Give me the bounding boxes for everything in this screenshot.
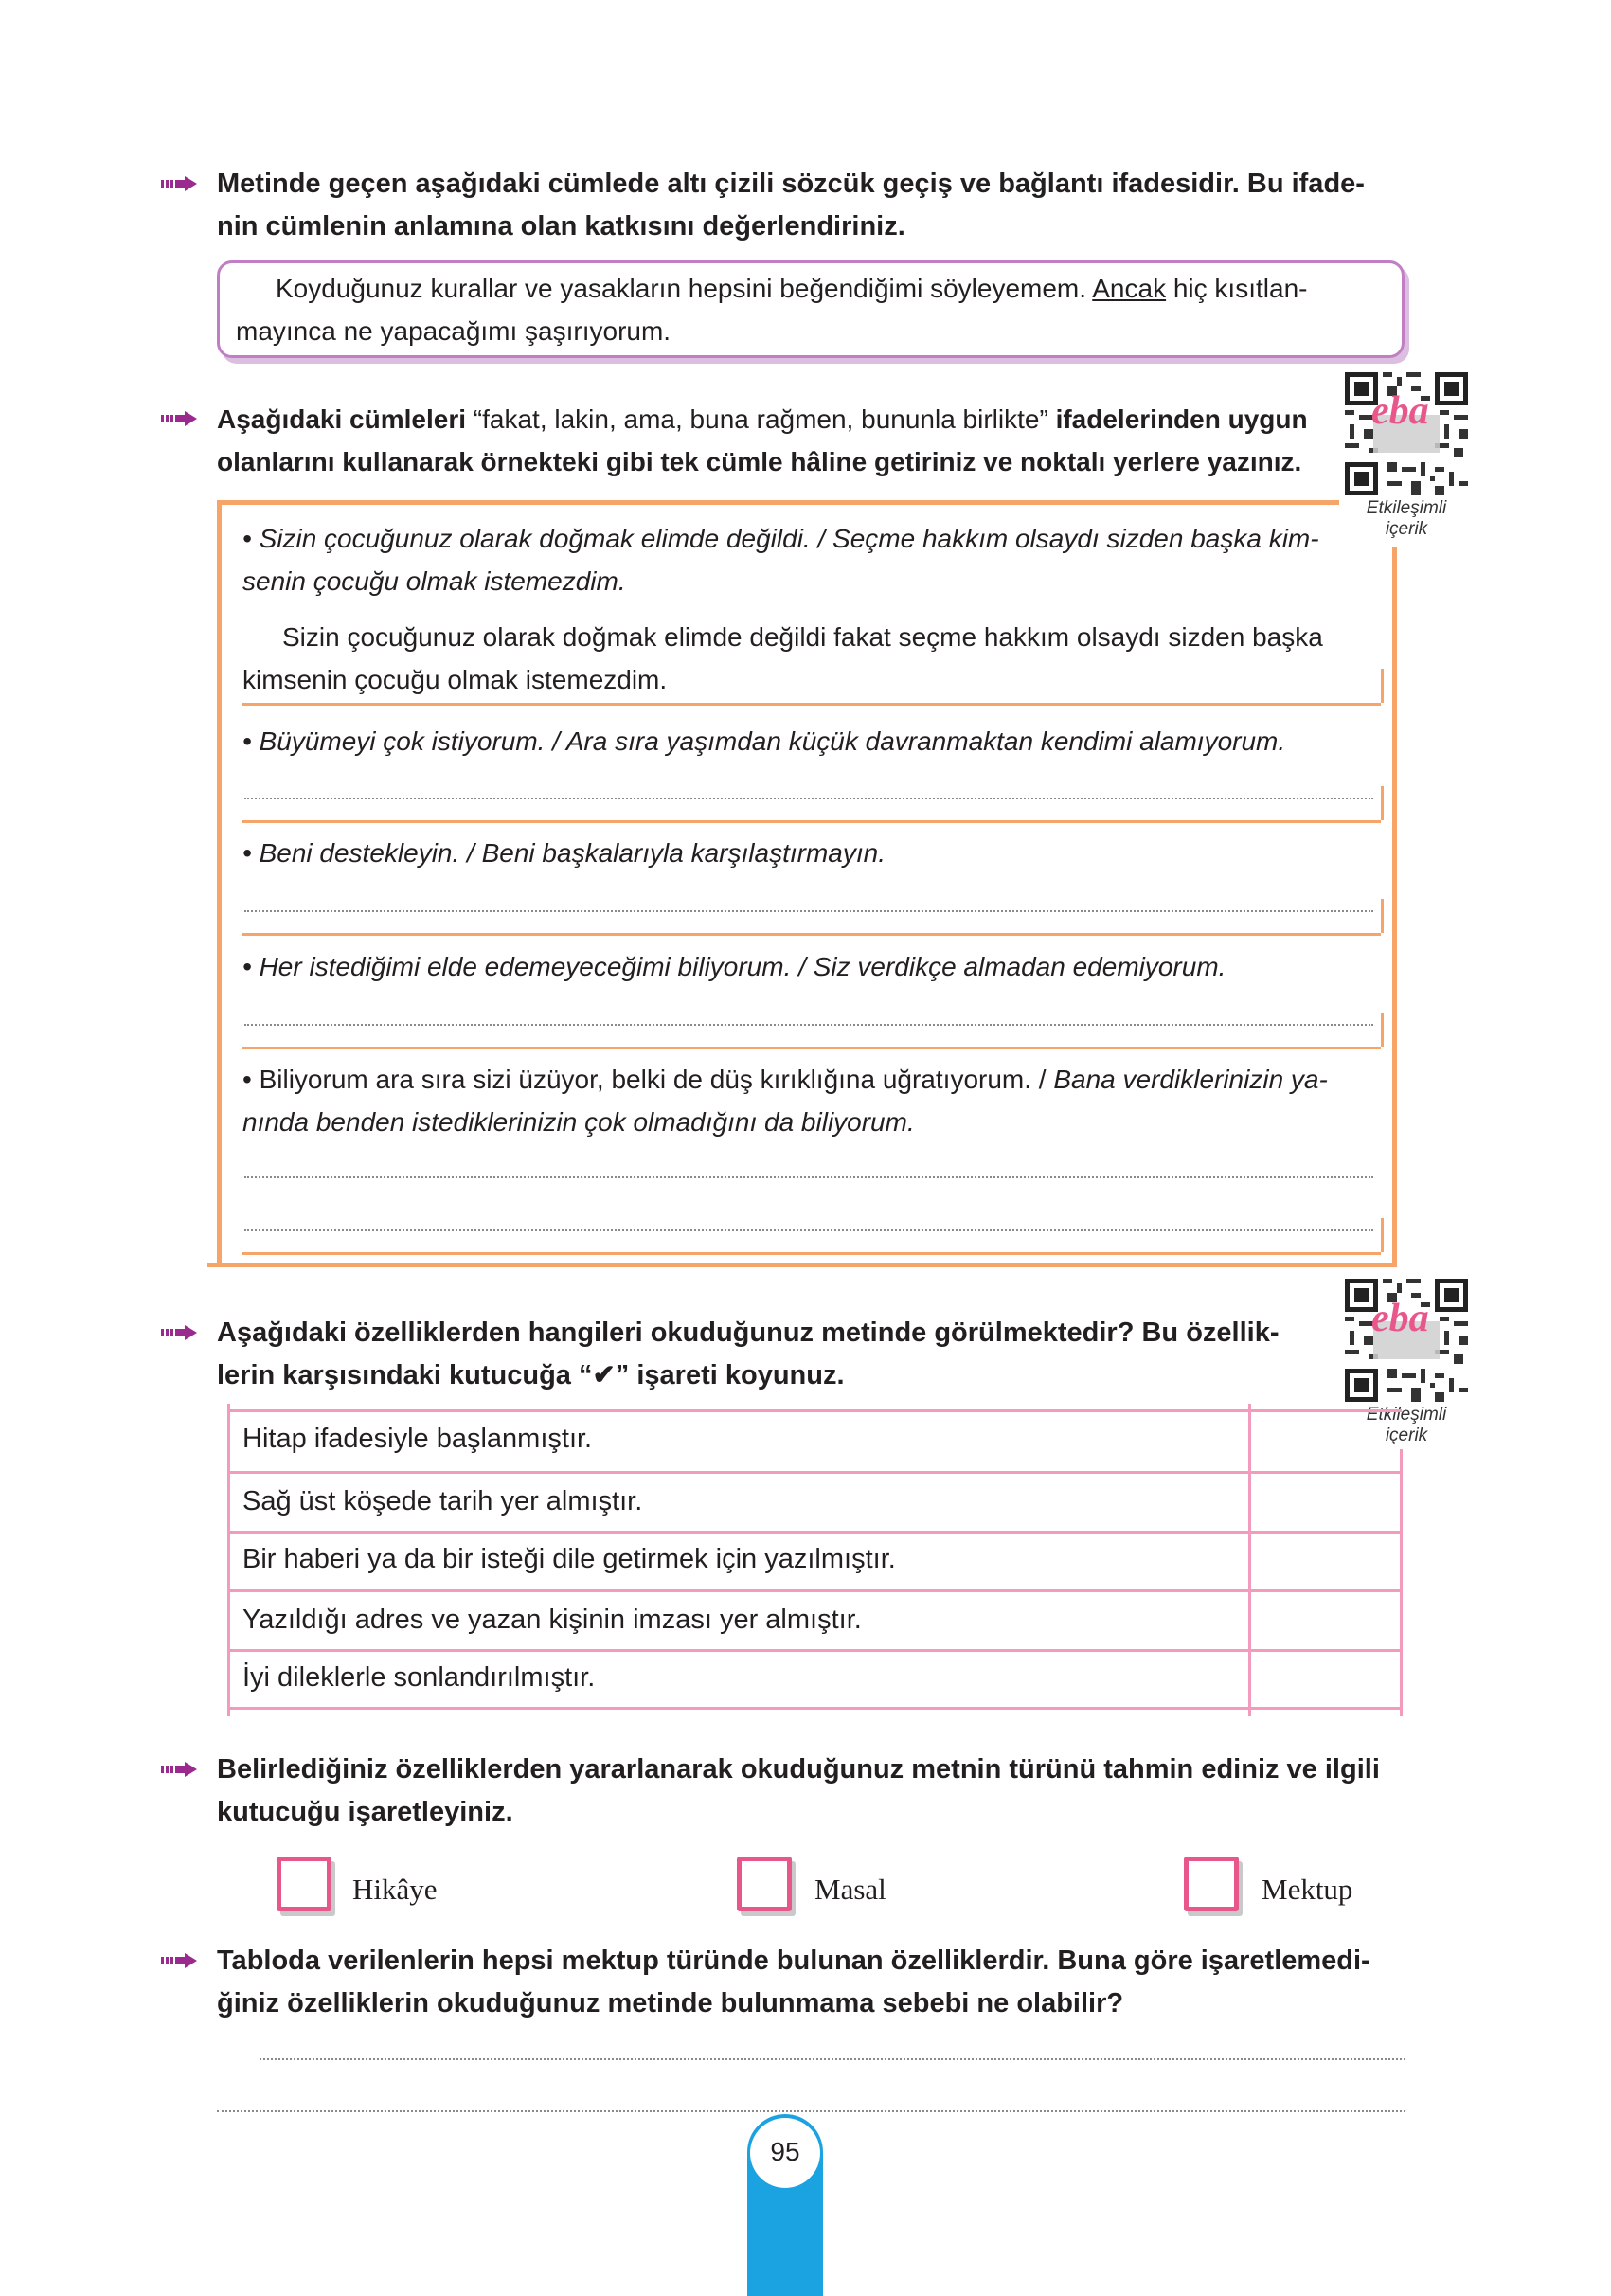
eba-logo: eba: [1371, 1297, 1429, 1340]
frame-corner-tick: [207, 1263, 226, 1267]
table-check-cell[interactable]: [1251, 1534, 1398, 1587]
answer-line-3[interactable]: [244, 910, 1373, 912]
bullet-arrow-icon: [161, 1953, 199, 1968]
underlined-word: Ancak: [1092, 274, 1167, 303]
table-row: Bir haberi ya da bir isteği dile getirmek için yazılmıştır.: [242, 1544, 896, 1574]
answer-line-5a[interactable]: [244, 1176, 1373, 1178]
answer-line-4[interactable]: [244, 1024, 1373, 1026]
table-check-cell[interactable]: [1251, 1652, 1398, 1705]
table-line: [227, 1409, 1402, 1412]
q1-instruction: Metinde geçen aşağıdaki cümlede altı çizili sözcük geçiş ve bağlantı ifadesidir. Bu ifade- nin cümlenin anlamına olan katkısını değerlendiriniz.: [217, 169, 1365, 242]
q5-instruction: Tabloda verilenlerin hepsi mektup türünde bulunan özelliklerdir. Buna göre işaretlemedi- ğiniz özelliklerin okuduğunuz metinde bulunmama sebebi ne olabilir?: [217, 1946, 1370, 2018]
table-line: [227, 1649, 1402, 1652]
checkbox-masal[interactable]: [737, 1857, 792, 1911]
table-line: [227, 1531, 1402, 1534]
separator-tick: [1381, 1218, 1384, 1252]
answer-line-q5a[interactable]: [260, 2058, 1405, 2060]
table-left-border: [227, 1404, 230, 1716]
eba-logo: eba: [1371, 389, 1429, 433]
bullet-arrow-icon: [161, 411, 199, 426]
table-line: [227, 1589, 1402, 1592]
q2-instruction: Aşağıdaki cümleleri “fakat, lakin, ama, buna rağmen, bununla birlikte” ifadelerinden uygun olanlarını kullanarak örnekteki gibi tek cümle hâline getiriniz ve noktalı yerlere yazınız.: [217, 404, 1308, 476]
option-label-mektup: Mektup: [1262, 1873, 1353, 1906]
answer-line-2[interactable]: [244, 798, 1373, 799]
table-row: Sağ üst köşede tarih yer almıştır.: [242, 1486, 643, 1516]
q2-item-5: • Biliyorum ara sıra sizi üzüyor, belki de düş kırıklığına uğratıyorum. / Bana verdiklerinizin ya- nında benden istediklerinizin çok olmadığını da biliyorum.: [242, 1065, 1328, 1137]
table-row: Yazıldığı adres ve yazan kişinin imzası yer almıştır.: [242, 1605, 862, 1635]
q3-instruction: Aşağıdaki özelliklerden hangileri okuduğunuz metinde görülmektedir? Bu özellik- lerin karşısındaki kutucuğa “✔” işareti koyunuz.: [217, 1318, 1280, 1390]
option-label-masal: Masal: [814, 1873, 886, 1906]
qr-label: Etkileşimli içerik: [1366, 1405, 1447, 1445]
q2-item-2: • Büyümeyi çok istiyorum. / Ara sıra yaşımdan küçük davranmaktan kendimi alamıyorum.: [242, 726, 1286, 756]
option-label-hikaye: Hikâye: [352, 1873, 438, 1906]
answer-line-q5b[interactable]: [217, 2110, 1405, 2112]
separator-tick: [1381, 899, 1384, 933]
q2-item-1: • Sizin çocuğunuz olarak doğmak elimde değildi. / Seçme hakkım olsaydı sizden başka kim- senin çocuğu olmak istemezdim.: [242, 524, 1319, 596]
table-check-cell[interactable]: [1251, 1474, 1398, 1529]
separator: [242, 1252, 1381, 1255]
checkbox-hikaye[interactable]: [277, 1857, 331, 1911]
bullet-arrow-icon: [161, 1325, 199, 1340]
qr-label: Etkileşimli içerik: [1366, 498, 1447, 539]
frame-top-border: [217, 500, 1339, 505]
separator: [242, 820, 1381, 823]
page-number: 95: [770, 2137, 800, 2166]
checkmark-icon: ✔: [592, 1360, 616, 1390]
separator-tick: [1381, 1013, 1384, 1047]
q2-item-4: • Her istediğimi elde edemeyeceğimi biliyorum. / Siz verdikçe almadan edemiyorum.: [242, 952, 1226, 981]
separator-tick: [1381, 786, 1384, 820]
table-row: Hitap ifadesiyle başlanmıştır.: [242, 1424, 593, 1454]
q2-example-answer: Sizin çocuğunuz olarak doğmak elimde değildi fakat seçme hakkım olsaydı sizden başka kimsenin çocuğu olmak istemezdim.: [242, 622, 1323, 694]
separator: [242, 933, 1381, 936]
q2-item-3: • Beni destekleyin. / Beni başkalarıyla karşılaştırmayın.: [242, 838, 886, 868]
separator-tick: [1381, 669, 1384, 703]
table-right-border: [1400, 1449, 1403, 1716]
q1-quote-text: Koyduğunuz kurallar ve yasakların hepsini beğendiğimi söyleyemem. Ancak hiç kısıtlan- mayınca ne yapacağımı şaşırıyorum.: [236, 274, 1308, 346]
separator: [242, 703, 1381, 706]
answer-line-5b[interactable]: [244, 1229, 1373, 1231]
table-row: İyi dileklerle sonlandırılmıştır.: [242, 1662, 596, 1693]
bullet-arrow-icon: [161, 176, 199, 191]
table-check-cell[interactable]: [1251, 1412, 1398, 1469]
table-check-cell[interactable]: [1251, 1592, 1398, 1647]
checkbox-mektup[interactable]: [1184, 1857, 1239, 1911]
table-line: [227, 1471, 1402, 1474]
bullet-arrow-icon: [161, 1762, 199, 1777]
q4-instruction: Belirlediğiniz özelliklerden yararlanarak okuduğunuz metnin türünü tahmin ediniz ve ilgili kutucuğu işaretleyiniz.: [217, 1754, 1380, 1827]
table-line: [227, 1707, 1402, 1710]
separator: [242, 1047, 1381, 1049]
frame-right-border: [1392, 547, 1397, 1267]
